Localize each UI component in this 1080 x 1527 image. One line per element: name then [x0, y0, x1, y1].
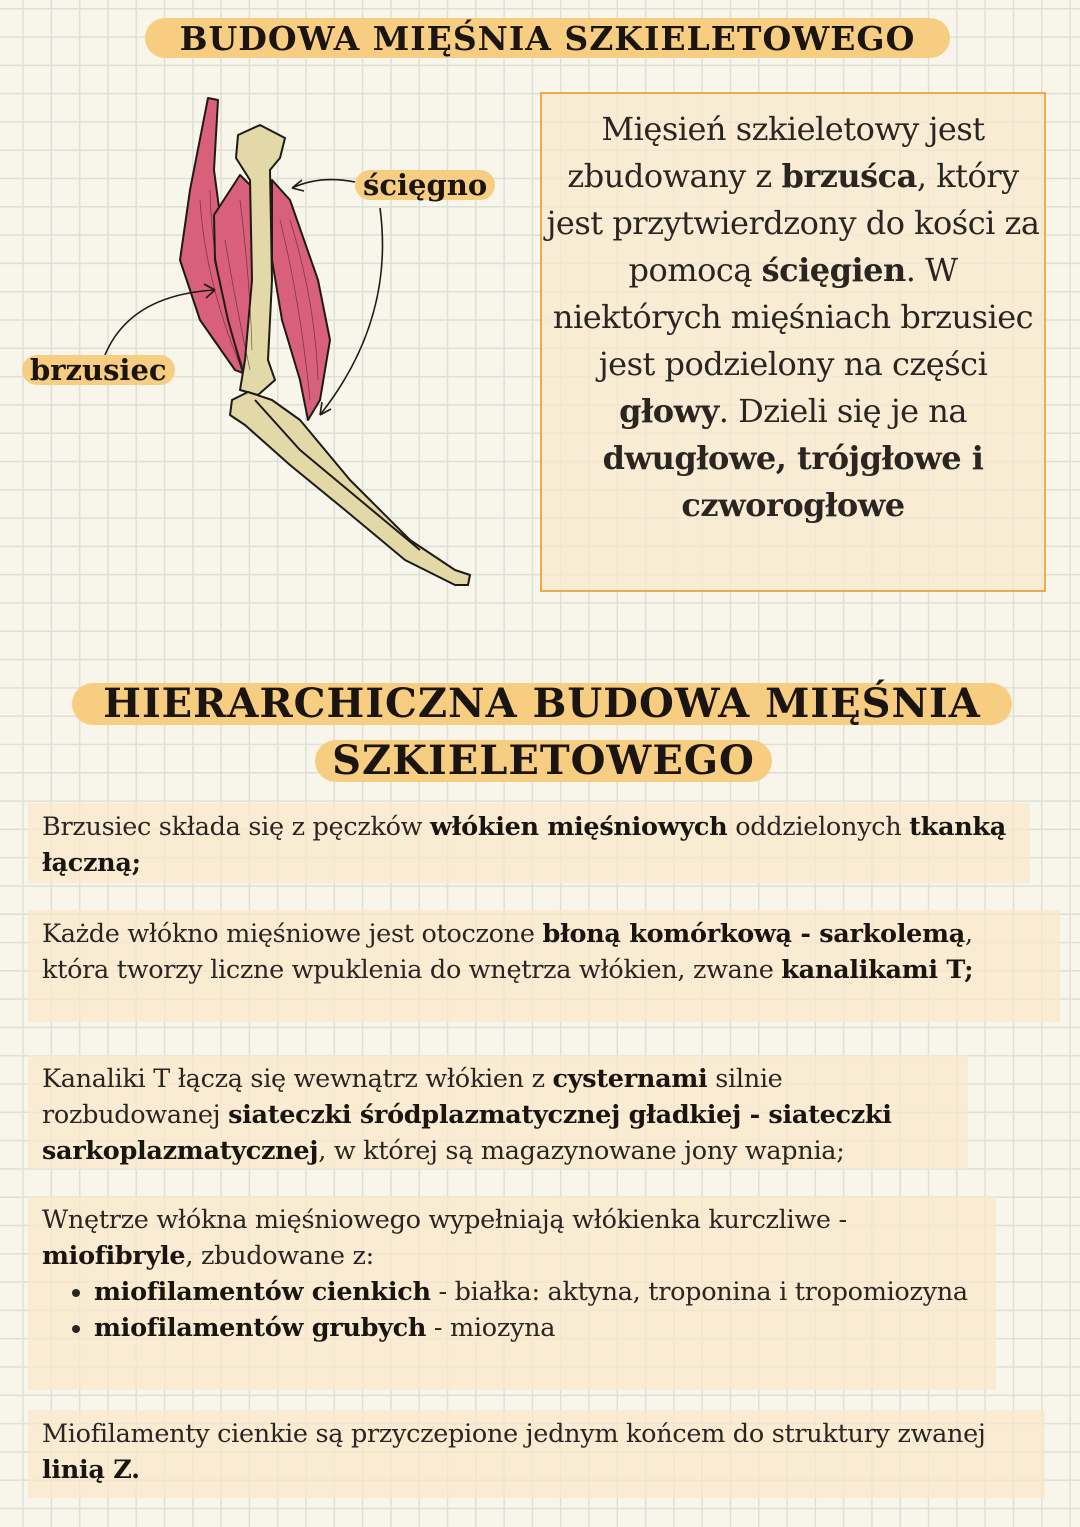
bold-term: błoną komórkową - sarkolemą — [542, 919, 965, 949]
bold-term: kanalikami T; — [781, 955, 974, 985]
text-segment: Kanaliki T łączą się wewnątrz włókien z — [42, 1064, 553, 1094]
paragraph-2 — [28, 910, 1060, 1022]
bold-term: miofibryle — [42, 1241, 186, 1271]
bold-term: tkanką łączną; — [42, 812, 1007, 878]
section-title-line1: HIERARCHICZNA BUDOWA MIĘŚNIA — [72, 683, 1012, 725]
label-belly: brzusiec — [22, 355, 175, 385]
text-segment: Wnętrze włókna mięśniowego wypełniają włókienka kurczliwe - — [42, 1205, 847, 1235]
bold-term: miofilamentów grubych — [94, 1313, 427, 1343]
bold-term: brzuśca — [781, 157, 917, 195]
text-segment: silnie rozbudowanej — [42, 1064, 783, 1130]
text-segment: Mięsień szkieletowy jest zbudowany z — [567, 110, 985, 195]
page-title: BUDOWA MIĘŚNIA SZKIELETOWEGO — [145, 18, 950, 58]
bold-term: siateczki śródplazmatycznej gładkiej - siateczki sarkoplazmatycznej — [42, 1100, 892, 1166]
bold-term: miofilamentów cienkich — [94, 1277, 431, 1307]
forearm-bones — [230, 392, 470, 585]
text-segment: , zbudowane z: — [185, 1241, 374, 1271]
info-box — [540, 92, 1046, 592]
text-segment: Brzusiec składa się z pęczków — [42, 812, 430, 842]
bullet-list — [42, 1274, 982, 1346]
bold-term: głowy — [619, 392, 719, 430]
tendon-arrow-bottom — [320, 208, 383, 415]
bold-term: włókien mięśniowych — [430, 812, 728, 842]
bullet-item — [94, 1274, 982, 1310]
muscle-belly-right — [272, 180, 330, 420]
text-segment: Miofilamenty cienkie są przyczepione jednym końcem do struktury zwanej — [42, 1419, 986, 1449]
paragraph-4 — [28, 1196, 996, 1390]
text-segment: - białka: aktyna, troponina i tropomiozyna — [430, 1277, 968, 1307]
arm-muscle-illustration — [0, 80, 540, 600]
paragraph-5 — [28, 1410, 1045, 1498]
paragraph-1 — [28, 803, 1030, 883]
bold-term: cysternami — [552, 1064, 708, 1094]
bold-term: ścięgien — [761, 251, 906, 289]
text-segment: oddzielonych — [727, 812, 910, 842]
label-tendon: ścięgno — [355, 170, 495, 200]
text-segment: . Dzieli się je na — [718, 392, 967, 430]
paragraph-3 — [28, 1055, 968, 1169]
text-segment: - miozyna — [426, 1313, 556, 1343]
text-segment: Każde włókno mięśniowe jest otoczone — [42, 919, 543, 949]
text-segment: , która tworzy liczne wpuklenia do wnętrza włókien, zwane — [42, 919, 973, 985]
bold-term: dwugłowe, trójgłowe i czworogłowe — [602, 439, 984, 524]
tendon-arrow-top — [292, 180, 355, 191]
text-segment: , w której są magazynowane jony wapnia; — [318, 1136, 845, 1166]
text-segment: . W niektórych mięśniach brzusiec jest podzielony na części — [552, 251, 1034, 383]
bullet-item — [94, 1310, 982, 1346]
bold-term: linią Z. — [42, 1455, 140, 1485]
text-segment: , który jest przytwierdzony do kości za pomocą — [546, 157, 1040, 289]
section-title-line2: SZKIELETOWEGO — [315, 740, 772, 782]
